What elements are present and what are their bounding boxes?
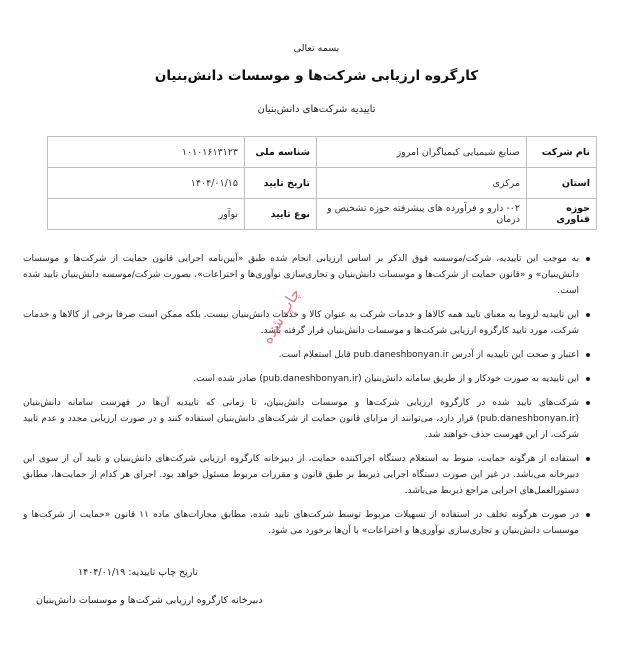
watermark-stamp: چاپ شده xyxy=(257,285,305,347)
print-date: تاریخ چاپ تاییدیه: ۱۴۰۴/۰۱/۱۹ xyxy=(78,567,198,578)
list-item: در صورت هرگونه تخلف در استفاده از تسهیلات مربوط توسط شرکت‌های تایید شده، مطابق مجازات‌های ماده ۱۱ قانون «حمایت از شرکت‌ها و موسسات دانش‌بنیان و تجاری‌سازی نوآوری‌ها و اختراعات» با آن‌ها برخورد می شود. xyxy=(23,507,579,539)
national-id-label: شناسه ملی xyxy=(245,137,317,168)
document-subtitle: تاییدیه شرکت‌های دانش‌بنیان xyxy=(257,104,376,115)
province-value: مرکزی xyxy=(317,168,527,199)
approval-type-label: نوع تایید xyxy=(245,199,317,230)
approval-date-label: تاریخ تایید xyxy=(245,168,317,199)
tech-field-value: ۰۲- دارو و فرآورده های پیشرفته حوزه تشخیص و درمان xyxy=(317,199,527,230)
company-name-label: نام شرکت xyxy=(527,137,597,168)
list-item: شرکت‌های تایید شده در کارگروه ارزیابی شرکت‌ها و موسسات دانش‌بنیان، تا زمانی که تاییدیه آن‌ها در فهرست سامانه دانش‌بنیان (pub.daneshbonyan.ir) قرار دارد، می‌توانند از مزایای قانون حمایت از شرکت‌های دانش‌بنیان استفاده کنند و در صورت ارزیابی مجدد و عدم تایید شرکت، از این فهرست حذف خواهند شد. xyxy=(23,395,579,443)
list-item: این تاییدیه لزوما به معنای تایید همه کالاها و خدمات شرکت به عنوان کالا و خدمات دانش‌بنیان نیست. بلکه ممکن است صرفا برخی از کالاها و خدمات شرکت، مورد تایید کارگروه ارزیابی شرکت‌ها و موسسات دانش‌بنیان قرار گرفته باشد. xyxy=(23,307,579,339)
list-item: اعتبار و صحت این تاییدیه از آدرس pub.daneshbonyan.ir قابل استعلام است. xyxy=(23,347,579,363)
province-label: استان xyxy=(527,168,597,199)
approval-date-value: ۱۴۰۴/۰۱/۱۵ xyxy=(48,168,245,199)
list-item: استفاده از هرگونه حمایت، منوط به استعلام دستگاه اجراکننده حمایت، از دبیرخانه کارگروه ارزیابی شرکت‌های دانش‌بنیان و تایید آن از سوی این دبیرخانه می‌باشد. در غیر این صورت دستگاه اجرایی ذیربط بر طبق قانون و مقررات مربوط مسئول خواهد بود. اجرای هر کدام از حمایت‌ها، مطابق دستورالعمل‌های اجرایی مراجع ذیربط می‌باشد. xyxy=(23,451,579,499)
list-item: این تاییدیه به صورت خودکار و از طریق سامانه دانش‌بنیان (pub.daneshbonyan.ir) صادر شده است. xyxy=(23,371,579,387)
table-row xyxy=(48,199,597,230)
document-title: کارگروه ارزیابی شرکت‌ها و موسسات دانش‌بنیان xyxy=(154,68,479,84)
table-row xyxy=(48,168,597,199)
tech-field-label: حوزه فناوری xyxy=(527,199,597,230)
national-id-value: ۱۰۱۰۱۶۱۳۱۲۳ xyxy=(48,137,245,168)
company-info-table xyxy=(47,136,597,230)
basmala: بسمه تعالی xyxy=(293,43,340,54)
company-name-value: صنایع شیمیایی کیمیاگران امروز xyxy=(317,137,527,168)
table-row xyxy=(48,137,597,168)
approval-type-value: نوآور xyxy=(48,199,245,230)
secretariat-signature: دبیرخانه کارگروه ارزیابی شرکت‌ها و موسسات دانش‌بنیان xyxy=(36,595,263,606)
list-item: به موجب این تاییدیه، شرکت/موسسه فوق الذکر بر اساس ارزیابی انجام شده طبق «آیین‌نامه اجرایی قانون حمایت از شرکت‌ها و موسسات دانش‌بنیان» و «قانون حمایت از شرکت‌ها و موسسات دانش‌بنیان و تجاری‌سازی نوآوری‌ها و اختراعات»، بصورت شرکت/موسسه دانش‌بنیان تایید شده است. xyxy=(23,251,579,299)
